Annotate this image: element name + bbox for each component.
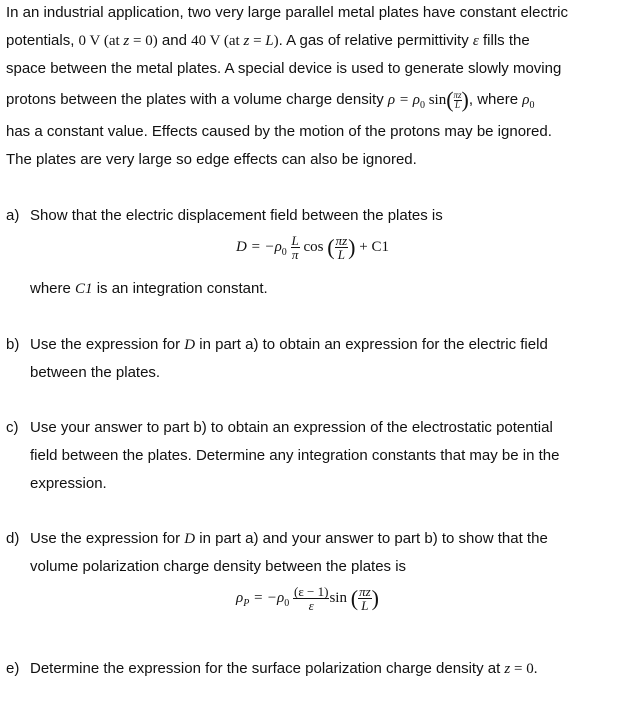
intro-line-3	[6, 59, 561, 79]
intro-text: The plates are very large so edge effects can also be ignored.	[6, 151, 417, 168]
intro-line-2	[6, 31, 530, 51]
paren-close: )	[348, 234, 356, 260]
intro-text: potentials,	[6, 32, 79, 49]
frac-num: πz	[335, 233, 348, 248]
math-fraction	[358, 585, 372, 612]
part-e-label: e)	[6, 660, 20, 677]
part-d-line-1	[30, 529, 548, 549]
part-a-equation	[236, 234, 389, 261]
part-c-line-2: field between the plates. Determine any integration constants that may be in the	[30, 447, 560, 464]
math-fraction	[335, 234, 349, 261]
body-text: Use the expression for	[30, 530, 185, 547]
frac-den: L	[455, 99, 461, 110]
math-text: D = −ρ	[236, 238, 282, 255]
math-var: ρ	[522, 92, 530, 108]
part-a-label: a)	[6, 207, 20, 224]
math-fraction	[293, 585, 329, 612]
intro-text: protons between the plates with a volume charge density	[6, 91, 388, 108]
math-text: 40 V (at	[191, 33, 244, 49]
math-sub: 0	[281, 246, 287, 258]
math-var: ε	[472, 33, 479, 49]
body-text: in part a) to obtain an expression for the electric field	[195, 336, 548, 353]
math-text: cos	[299, 238, 324, 255]
math-fraction	[454, 91, 462, 110]
intro-text: . A gas of relative permittivity	[278, 32, 473, 49]
intro-line-5	[6, 122, 552, 142]
frac-den: L	[358, 598, 372, 612]
part-a-text: Show that the electric displacement field between the plates is	[30, 207, 443, 224]
part-b-line-1	[30, 335, 548, 355]
intro-text: has a constant value. Effects caused by the motion of the protons may be ignored.	[6, 123, 552, 140]
body-text: where	[30, 280, 76, 297]
math-sub: P	[243, 597, 250, 609]
math-var: C1	[75, 281, 93, 297]
math-text: sin	[329, 589, 347, 606]
frac-num: (ε − 1)	[294, 584, 329, 599]
math-var: D	[184, 531, 196, 547]
intro-text: space between the metal plates. A special device is used to generate slowly moving	[6, 60, 562, 77]
math-text: ρ = ρ	[387, 92, 420, 108]
math-text: = −ρ	[249, 589, 285, 606]
math-sub: 0	[529, 100, 535, 111]
math-text: = 0.	[510, 661, 538, 677]
part-b-line-2: between the plates.	[30, 364, 161, 381]
math-text: + C1	[355, 238, 389, 255]
math-fraction	[291, 234, 300, 261]
math-text: = 0)	[129, 33, 158, 49]
math-var: ρ	[236, 589, 244, 606]
math-var: L	[265, 33, 274, 49]
part-d-line-2: volume polarization charge density between the plates is	[30, 558, 407, 575]
math-text: sin	[424, 92, 447, 108]
intro-text: , where	[468, 91, 523, 108]
intro-text: fills the	[478, 32, 530, 49]
math-var: z	[504, 661, 511, 677]
body-text: is an integration constant.	[92, 280, 268, 297]
math-var: z	[123, 33, 130, 49]
math-var: D	[184, 337, 196, 353]
paren-close: )	[371, 585, 379, 611]
math-sub: 0	[284, 597, 290, 609]
paren-open: (	[350, 585, 359, 611]
intro-line-1	[6, 3, 568, 23]
frac-den: ε	[293, 598, 329, 612]
frac-den: π	[291, 247, 299, 262]
math-text: 0 V (at	[78, 33, 124, 49]
frac-num: πz	[453, 89, 462, 100]
intro-line-6	[6, 150, 417, 170]
frac-num: πz	[359, 584, 371, 599]
part-c-label: c)	[6, 419, 19, 436]
part-c-line-1: Use your answer to part b) to obtain an expression of the electrostatic potential	[30, 419, 553, 436]
part-b-label: b)	[6, 336, 20, 353]
math-sub: 0	[419, 100, 425, 111]
math-text: )	[273, 33, 279, 49]
part-d-label: d)	[6, 530, 20, 547]
part-e-line-1	[30, 659, 537, 679]
frac-num: L	[291, 233, 299, 248]
paren-open: (	[446, 87, 454, 113]
body-text: Determine the expression for the surface polarization charge density at	[30, 660, 505, 677]
part-c-line-3: expression.	[30, 475, 107, 492]
intro-text: and	[157, 32, 192, 49]
intro-line-4	[6, 87, 535, 116]
part-a-where	[30, 279, 268, 299]
body-text: Use the expression for	[30, 336, 185, 353]
body-text: in part a) and your answer to part b) to show that the	[195, 530, 548, 547]
part-d-equation	[236, 585, 379, 612]
intro-text: In an industrial application, two very large parallel metal plates have constant electric	[6, 4, 568, 21]
paren-open: (	[327, 234, 335, 260]
math-var: z	[243, 33, 250, 49]
paren-close: )	[461, 87, 469, 113]
math-text: =	[249, 33, 266, 49]
frac-den: L	[335, 247, 349, 261]
